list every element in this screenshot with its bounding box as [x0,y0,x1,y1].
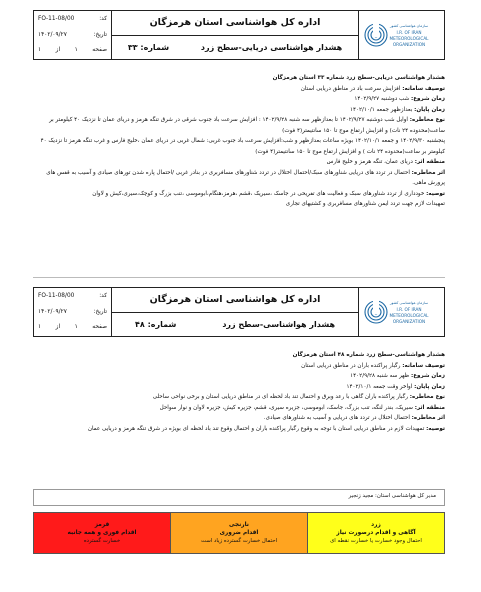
legend-red: قرمز اقدام فوری و همه جانبه خسارت گسترده [34,513,170,553]
line-advice: توصیه: تمهیدات لازم در مناطق دریایی استان با توجه به وقوع رگبار پراکنده باران و احتمال وقوع تند باد لحظه ای بویژه در شرق تنگه هرمز و دریایی عمان [87,425,445,432]
warning-number: ۳۳ [127,42,138,52]
page-total: ۱ [38,324,42,330]
date-label: تاریخ: [93,308,107,315]
org-title: اداره کل هواشناسی استان هرمزگان [112,11,358,36]
bulletin2-meta [34,288,112,336]
line-advice-2: تمهیدات لازم جهت تردد ایمن شناورهای مسافربری و کشتیهای تجاری [285,201,445,207]
line-hazard: نوع مخاطره: رگبار پراکنده باران گاهی با رعد وبرق و احتمال تند باد لحظه ای در مناطق دریایی استان و برخی نواحی ساحلی [152,394,445,400]
warning-level-legend [33,512,445,554]
line-start: زمان شروع: شب دوشنبه ۱۴۰۲/۹/۲۷ [354,96,445,102]
code-value: FO-11-08/00 [38,16,75,22]
page-total: ۱ [38,47,42,53]
svg-text:I.R. OF IRAN: I.R. OF IRAN [396,30,421,35]
logo [358,11,444,59]
line-system: توصیف سامانه: رگبار پراکنده باران در مناطق دریایی استان [301,362,445,369]
bulletin1-heading: هشدار هواشناسی دریایی-سطح زرد شماره ۳۳ استان هرمزگان [272,75,445,81]
legend-yellow: زرد آگاهی و اقدام درصورت نیاز احتمال وجود خسارت یا خسارت نقطه ای [307,513,444,553]
code-label: کد: [99,293,107,299]
logo [358,288,444,336]
line-area: منطقه اثر: سیریک، بندر لنگه، تنب بزرگ، جاسک، ابوموسی، جزیره سیری، قشم، جزیره کیش، جزیره لاوان و نوار سواحل [159,404,445,411]
org-title: اداره کل هواشناسی استان هرمزگان [112,288,358,313]
line-impact: اثر مخاطره: احتمال در تردد های دریایی شناورهای سبک/احتمال اختلال در تردد شناورهای مسافربری در بنادر غربی /احتمال پاره شدن تورهای صیادی و آسیب به قفس های پرورش ماهی. [46,169,445,186]
page-label: صفحه [92,47,107,53]
svg-text:سازمان هواشناسی کشور: سازمان هواشناسی کشور [389,24,428,28]
line-end: زمان پایان: اواخر وقت جمعه ۱۴۰۲/۱۰/۱ [346,383,445,390]
warning-number: ۴۸ [135,319,145,329]
date-value: ۱۴۰۲/۰۹/۲۷ [38,31,67,38]
line-area: منطقه اثر: دریای عمان، تنگه هرمز و خلیج فارس [326,159,445,165]
svg-text:سازمان هواشناسی کشور: سازمان هواشناسی کشور [389,301,428,305]
signature-text: مدیر کل هواشناسی استان: مجید زنجیر [348,493,436,499]
svg-text:METEOROLOGICAL: METEOROLOGICAL [388,36,429,41]
code-value: FO-11-08/00 [38,293,75,299]
page-number: ۱ [74,324,78,330]
bulletin2-header [33,287,445,337]
svg-text:ORGANIZATION: ORGANIZATION [392,319,425,324]
page-number: ۱ [74,47,78,53]
svg-text:I.R. OF IRAN: I.R. OF IRAN [396,307,421,312]
line-hazard-2: پنجشنبه ۱۴۰۲/۹/۳۰ و جمعه ۱۴۰۲/۱۰/۱ بویژه ساعات بعدازظهر و شب:افزایش سرعت باد جنوب غربی: شمال غربی در دریای عمان ،خلیج فارس و غرب تنگه هرمز تا نزدیک ۴۰ کیلومتر بر ساعت(محدوده ۲۴ نات ) و افزایش ارتفاع موج تا ۱۵۰ سانتیمتر(۴ فوت) [40,138,445,155]
bulletin1-meta [34,11,112,59]
line-hazard: نوع مخاطره: اوایل شب دوشنبه ۱۴۰۲/۹/۲۷ تا بعدازظهر سه شنبه ۱۴۰۲/۹/۲۸ : افزایش سرعت باد جنوب شرقی در شرق تنگه هرمز و دریای عمان تا نزدیک ۴۰ کیلومتر بر ساعت(محدوده ۲۴ نات) و افزایش ارتفاع موج تا ۱۵۰ سانتیمتر(۴ فوت) [49,117,445,134]
svg-text:METEOROLOGICAL: METEOROLOGICAL [388,313,429,318]
line-end: زمان پایان: بعدازظهر جمعه ۱۴۰۲/۱۰/۱ [349,106,445,113]
irimo-logo-icon [363,292,441,332]
legend-orange: نارنجی اقدام ضروری احتمال خسارت گسترده زیاد است [170,513,307,553]
date-value: ۱۴۰۲/۰۹/۲۷ [38,308,67,315]
of-label: از [55,47,61,53]
page-label: صفحه [92,324,107,330]
svg-text:ORGANIZATION: ORGANIZATION [392,42,425,47]
of-label: از [55,324,61,330]
warning-title: هشدار هواشناسی-سطح زرد [222,319,336,329]
number-label: شماره: [140,42,170,52]
divider [33,277,445,278]
bulletin1-body [33,73,445,210]
date-label: تاریخ: [93,31,107,38]
signature-box [33,489,445,506]
line-impact: اثر مخاطره: احتمال اختلال در تردد های دریایی و آسیب به شناورهای صیادی. [263,415,445,421]
irimo-logo-icon [363,15,441,55]
bulletin1-header [33,10,445,60]
bulletin2-body [33,350,445,434]
warning-title: هشدار هواشناسی دریایی-سطح زرد [200,42,343,52]
code-label: کد: [99,16,107,22]
number-label: شماره: [147,319,177,329]
line-advice: توصیه: خودداری از تردد شناورهای سبک و فعالیت های تفریحی در جاسک ،سیریک ،قشم ،هرمز،هنگام،ابوموسی ،تنب بزرگ و کوچک،سیری،کیش و لاوان [92,190,445,197]
line-system: توصیف سامانه: افزایش سرعت باد در مناطق دریایی استان [300,85,445,92]
line-start: زمان شروع: ظهر سه شنبه ۱۴۰۲/۹/۲۸ [350,373,445,379]
bulletin2-heading: هشدار هواشناسی-سطح زرد شماره ۴۸ استان هرمزگان [292,352,445,358]
